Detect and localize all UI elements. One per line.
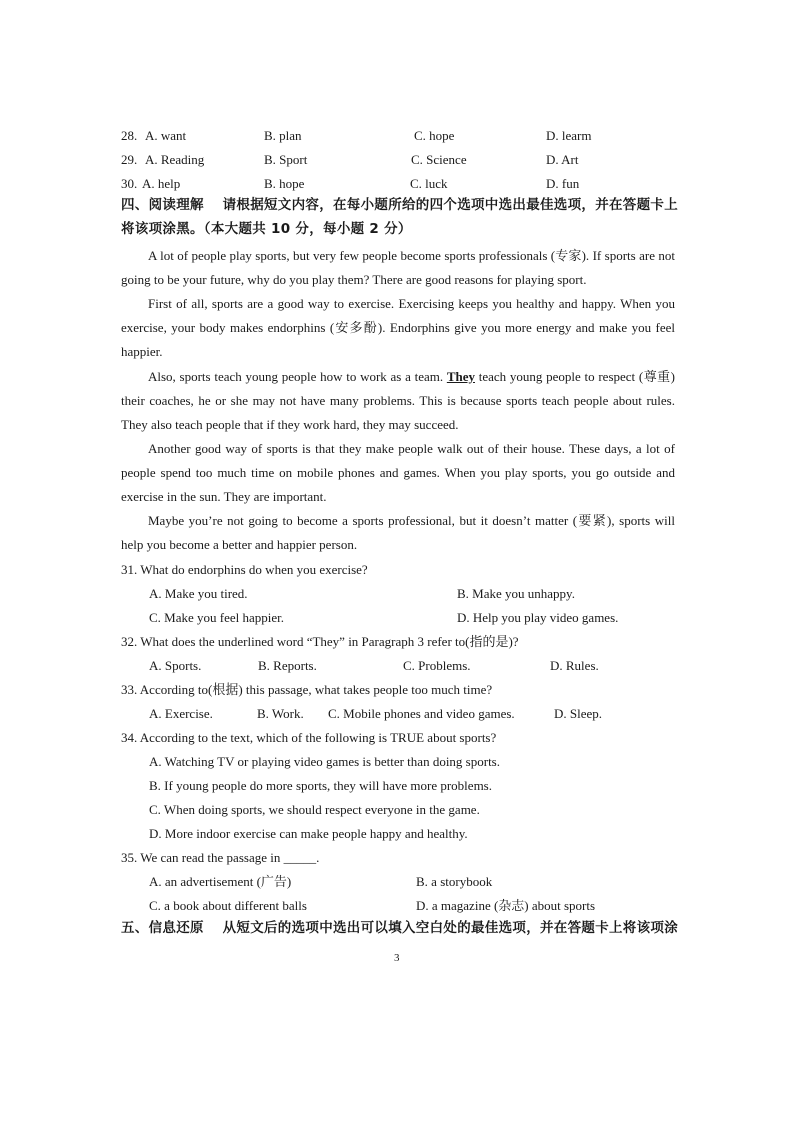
underlined-word-they: They: [446, 369, 475, 384]
option-b: B. Make you unhappy.: [457, 586, 575, 601]
passage-paragraph-4: [121, 437, 675, 510]
question-stem: 34. According to the text, which of the following is TRUE about sports?: [121, 730, 497, 745]
section5-heading: 五、信息还原 从短文后的选项中选出可以填入空白处的最佳选项，并在答题卡上将该项涂: [121, 920, 678, 936]
option-a: A. an advertisement (广告): [149, 874, 292, 889]
option-b: B. If young people do more sports, they will have more problems.: [149, 778, 492, 793]
option-a: A. Sports.: [149, 658, 202, 673]
section4-heading-line1: 四、阅读理解 请根据短文内容，在每小题所给的四个选项中选出最佳选项，并在答题卡上: [121, 197, 678, 213]
option-d: D. a magazine (杂志) about sports: [416, 898, 596, 913]
option-d: D. Sleep.: [554, 706, 603, 721]
question-stem: 35. We can read the passage in _____.: [121, 850, 320, 865]
paragraph-text: First of all, sports are a good way to exercise. Exercising keeps you healthy and happy. When you exercise, your body makes endorphins (安多酚). Endorphins give you more energy and make you feel happier.: [121, 296, 675, 360]
passage-paragraph-1: [121, 244, 675, 292]
question-number: 29.: [121, 152, 138, 167]
option-a: A. Watching TV or playing video games is better than doing sports.: [149, 754, 500, 769]
question-number: 30.: [121, 176, 138, 191]
option-c: C. luck: [410, 176, 448, 191]
option-d: D. More indoor exercise can make people happy and healthy.: [149, 826, 468, 841]
option-a: A. Exercise.: [149, 706, 213, 721]
option-a: A. Reading: [145, 152, 205, 167]
option-c: C. When doing sports, we should respect everyone in the game.: [149, 802, 480, 817]
option-c: C. Problems.: [403, 658, 471, 673]
option-c: C. Mobile phones and video games.: [328, 706, 515, 721]
option-d: D. learm: [546, 128, 592, 143]
passage-paragraph-5: [121, 509, 675, 557]
paragraph-text: Maybe you’re not going to become a sports professional, but it doesn’t matter (要紧), sports will help you become a better and happier person.: [121, 513, 675, 553]
option-b: B. hope: [264, 176, 305, 191]
section4-heading-line2: 将该项涂黑。（本大题共 10 分，每小题 2 分）: [121, 221, 412, 237]
passage-paragraph-3: [121, 365, 675, 438]
question-number: 28.: [121, 128, 138, 143]
paragraph-text-after: teach young people to respect (尊重) their coaches, he or she may not have many problems. This is because sports teach people about rules. They also teach people that if they work hard, they may succeed.: [121, 369, 675, 433]
passage-paragraph-2: [121, 292, 675, 365]
question-stem: 33. According to(根据) this passage, what takes people too much time?: [121, 682, 493, 697]
option-b: B. Sport: [264, 152, 308, 167]
option-c: C. Make you feel happier.: [149, 610, 285, 625]
page-number: 3: [394, 952, 400, 964]
option-b: B. Work.: [257, 706, 304, 721]
option-c: C. a book about different balls: [149, 898, 307, 913]
option-c: C. hope: [414, 128, 455, 143]
option-c: C. Science: [411, 152, 467, 167]
option-d: D. Art: [546, 152, 579, 167]
option-a: A. want: [145, 128, 187, 143]
paragraph-text-before: Also, sports teach young people how to work as a team.: [148, 369, 447, 384]
option-a: A. help: [142, 176, 181, 191]
option-d: D. Rules.: [550, 658, 599, 673]
option-a: A. Make you tired.: [149, 586, 248, 601]
option-b: B. Reports.: [258, 658, 317, 673]
option-b: B. plan: [264, 128, 302, 143]
question-stem: 31. What do endorphins do when you exercise?: [121, 562, 368, 577]
option-d: D. Help you play video games.: [457, 610, 619, 625]
option-b: B. a storybook: [416, 874, 493, 889]
paragraph-text: Another good way of sports is that they make people walk out of their house. These days, a lot of people spend too much time on mobile phones and games. When you play sports, you go outside and exercise in the sun. They are important.: [121, 441, 675, 505]
question-stem: 32. What does the underlined word “They” in Paragraph 3 refer to(指的是)?: [121, 634, 519, 649]
option-d: D. fun: [546, 176, 580, 191]
paragraph-text: A lot of people play sports, but very few people become sports professionals (专家). If sports are not going to be your future, why do you play them? There are good reasons for playing sport.: [121, 248, 675, 288]
